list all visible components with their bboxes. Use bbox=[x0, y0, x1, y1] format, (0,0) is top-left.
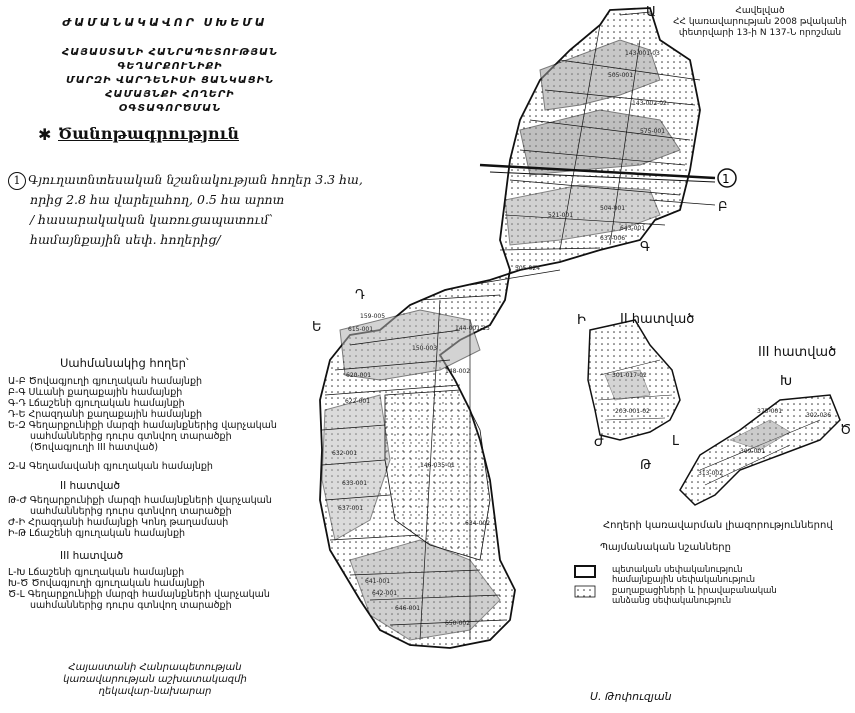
map-section-2-label: II հատված bbox=[620, 312, 695, 327]
key-item: անձանց սեփականություն bbox=[612, 596, 732, 606]
parcel-label: 615-001 bbox=[348, 326, 374, 333]
boundary-letter-kh: Խ bbox=[780, 374, 792, 389]
annex-line-1: Հավելված bbox=[735, 6, 785, 16]
legend-title: Սահմանակից հողեր՝ bbox=[60, 356, 189, 370]
note-line-1: Գյուղատնտեսական նշանակության հողեր 3.3 հա, bbox=[28, 172, 363, 187]
annex-line-3: փետրվարի 13-ի N 137-Ն որոշման bbox=[678, 28, 842, 38]
star-icon: ✱ bbox=[38, 125, 52, 144]
key-authority-title: Հողերի կառավարման լիազորություններով bbox=[603, 520, 833, 531]
legend-section-3-heading: III հատված bbox=[60, 550, 124, 562]
boundary-letter-zh: Ժ bbox=[594, 435, 604, 450]
parcel-label: 505-001 bbox=[608, 72, 634, 79]
key-item: համայնքային սեփականություն bbox=[612, 575, 756, 585]
key-text-state bbox=[612, 565, 812, 585]
parcel-label: 643-001 bbox=[620, 225, 646, 232]
key-box-state bbox=[575, 566, 595, 577]
parcel-label: 144-001-15 bbox=[455, 325, 490, 332]
boundary-letter-g: Գ bbox=[640, 240, 650, 255]
key-item: քաղաքացիների և իրավաբանական bbox=[612, 586, 777, 596]
map-section-3-label: III հատված bbox=[758, 345, 837, 360]
legend-item: Բ-Գ Սևանի քաղաքային համայնքի bbox=[8, 387, 183, 398]
key-text-private bbox=[612, 586, 812, 606]
parcel-label: 642-001 bbox=[372, 590, 398, 597]
boundary-letter-a: Ա bbox=[646, 5, 656, 20]
boundary-letter-b: Բ bbox=[718, 200, 728, 215]
parcel-label: 203-001-02 bbox=[615, 408, 650, 415]
signature-line: ղեկավար-նախարար bbox=[98, 686, 212, 697]
legend-item: (Ծովագյուղի III հատված) bbox=[30, 442, 159, 453]
parcel-label: 637-001 bbox=[338, 505, 364, 512]
schema-title: ԺԱՄԱՆԱԿԱՎՈՐ ՍԽԵՄԱ bbox=[62, 16, 268, 29]
subtitle-line-3: ՕԳՏԱԳՈՐԾՄԱՆ bbox=[118, 103, 222, 114]
parcel-label: 650-002 bbox=[445, 620, 471, 627]
note-number-icon: 1 bbox=[8, 172, 26, 190]
legend-item: Լ-Խ Լճաշենի գյուղական համայնքի bbox=[8, 567, 185, 578]
parcel-label: 309-001 bbox=[740, 448, 766, 455]
parcel-label: 633-001 bbox=[342, 480, 368, 487]
parcel-label: 148-002 bbox=[445, 368, 471, 375]
signature-name: Ս. Թոփուզյան bbox=[590, 690, 672, 703]
parcel-label: 301-017-02 bbox=[612, 372, 647, 379]
parcel-label: 634-002 bbox=[465, 520, 491, 527]
legend-item: սահմաններից դուրս գտնվող տարածքի bbox=[30, 506, 232, 517]
note-line-4: համայնքային սեփ. հողերից/ bbox=[30, 232, 221, 247]
signature-line: Հայաստանի Հանրապետության bbox=[68, 662, 242, 673]
parcel-label: 159-005 bbox=[360, 313, 386, 320]
parcel-label: 504-001 bbox=[600, 205, 626, 212]
parcel-label: 150-003 bbox=[412, 345, 438, 352]
marker-1-label: 1 bbox=[722, 172, 730, 186]
legend-item: Ի-Թ Լճաշենի գյուղական համայնքի bbox=[8, 528, 186, 539]
boundary-letter-i: Ի bbox=[577, 313, 586, 328]
parcel-label: 505-024 bbox=[515, 265, 541, 272]
key-legend-title: Պայմանական նշանները bbox=[600, 542, 731, 553]
parcel-label: 620-001 bbox=[346, 372, 372, 379]
parcel-label: 146-035-01 bbox=[420, 462, 455, 469]
parcel-label: 575-001 bbox=[640, 128, 666, 135]
parcel-label: 375-001 bbox=[757, 408, 783, 415]
note-line-2: որից 2.8 հա վարելահող, 0.5 հա արոտ bbox=[30, 192, 285, 207]
subtitle-line-1: ՀԱՅԱՍՏԱՆԻ ՀԱՆՐԱՊԵՏՈՒԹՅԱՆ ԳԵՂԱՐՔՈՒՆԻՔԻ bbox=[62, 47, 278, 72]
legend-item: Խ-Ծ Ծովագյուղի գյուղական համայնքի bbox=[8, 578, 205, 589]
legend-item: Ե-Զ Գեղարքունիքի մարզի համայնքներից վարչական bbox=[8, 420, 277, 431]
boundary-letter-e: Ե bbox=[312, 320, 322, 335]
legend-item: Ա-Բ Ծովագյուղի գյուղական համայնքի bbox=[8, 376, 203, 387]
legend-item: Ժ-Ի Հրազդանի համայնքի Կոնդ թաղամասի bbox=[8, 517, 229, 528]
annex-line-2: ՀՀ կառավարության 2008 թվականի bbox=[673, 17, 847, 27]
boundary-letter-t: Թ bbox=[640, 458, 652, 473]
legend-item: սահմաններից դուրս գտնվող տարածքի bbox=[30, 600, 232, 611]
legend-item-za: Զ-Ա Գեղամավանի գյուղական համայնքի bbox=[8, 461, 213, 472]
boundary-letter-d: Դ bbox=[355, 288, 365, 303]
key-item: պետական սեփականություն bbox=[612, 565, 743, 575]
note-heading: Ծանոթագրություն bbox=[58, 124, 240, 143]
signature-position bbox=[50, 662, 260, 698]
legend-item: Թ-Ժ Գեղարքունիքի մարզի համայնքների վարչական bbox=[8, 495, 272, 506]
parcel-label: 143-002-02 bbox=[632, 100, 667, 107]
parcel-label: 632-001 bbox=[332, 450, 358, 457]
parcel-label: 641-001 bbox=[365, 578, 391, 585]
signature-line: կառավարության աշխատակազմի bbox=[63, 674, 247, 685]
legend-item: սահմաններից դուրս գտնվող տարածքի bbox=[30, 431, 232, 442]
parcel-label: 646-001 bbox=[395, 605, 421, 612]
legend-item: Ծ-Լ Գեղարքունիքի մարզի համայնքների վարչական bbox=[8, 589, 270, 600]
parcel-label: 302-036 bbox=[806, 412, 832, 419]
boundary-letter-l: Լ bbox=[672, 434, 679, 449]
subtitle-line-2: ՄԱՐԶԻ ՎԱՐԴԵՆԻՍԻ ՑԱՆԿԱՑԻՆ ՀԱՄԱՅՆՔԻ ՀՈՂԵՐԻ bbox=[66, 75, 274, 100]
legend-item: Գ-Դ Լճաշենի գյուղական համայնքի bbox=[8, 398, 185, 409]
legend-section-2-heading: II հատված bbox=[60, 480, 121, 492]
parcel-label: 637-006 bbox=[600, 235, 626, 242]
parcel-label: 521-001 bbox=[548, 212, 574, 219]
legend-item: Դ-Ե Հրազդանի քաղաքային համայնքի bbox=[8, 409, 203, 420]
key-box-private bbox=[575, 586, 595, 597]
parcel-label: 313-002 bbox=[698, 470, 724, 477]
parcel-label: 143-001-03 bbox=[625, 50, 660, 57]
parcel-label: 622-001 bbox=[345, 398, 371, 405]
note-line-3: / հասարակական կառուցապատում՝ bbox=[30, 212, 274, 227]
boundary-letter-ts: Ծ bbox=[840, 423, 852, 438]
